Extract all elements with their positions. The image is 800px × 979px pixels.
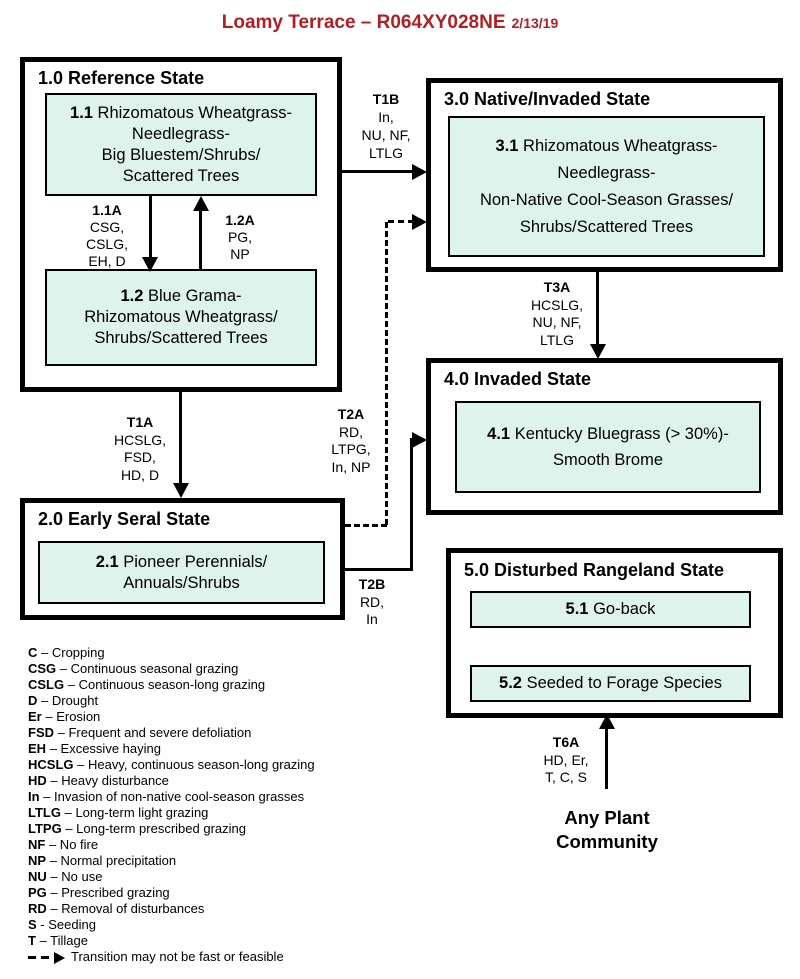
legend-item: [28, 677, 315, 693]
community-line: [120, 286, 241, 307]
community-box-1-1: [45, 93, 317, 196]
pathway-1-2a-arrowhead: [193, 196, 209, 211]
legend-item: [28, 933, 315, 949]
pathway-label-1-2a: [188, 212, 292, 263]
state-box-4-0-invaded: [426, 358, 783, 515]
legend-abbr: HCSLG: [28, 757, 74, 772]
legend-item: [28, 645, 315, 661]
legend-abbr: In: [28, 789, 40, 804]
community-name-line: Shrubs/Scattered Trees: [519, 217, 694, 236]
community-name-line: Smooth Brome: [552, 451, 664, 469]
transition-t2b-arrow-line-horizontal: [345, 568, 413, 571]
legend-abbr: HD: [28, 773, 47, 788]
arrowhead-icon: [54, 952, 65, 964]
legend-item: [28, 693, 315, 709]
legend-abbr: T: [28, 933, 36, 948]
legend-desc: - Seeding: [40, 917, 96, 932]
community-name-line: Pioneer Perennials/: [123, 552, 268, 571]
legend: [28, 645, 315, 965]
legend-item: [28, 789, 315, 805]
legend-abbr: CSG: [28, 661, 57, 676]
transition-label-t2b: [332, 576, 412, 629]
legend-abbr: NF: [28, 837, 46, 852]
community-number: 5.2: [499, 674, 522, 692]
legend-desc: – Invasion of non-native cool-season grasses: [43, 789, 305, 804]
legend-item: [28, 757, 315, 773]
legend-abbr: LTPG: [28, 821, 62, 836]
community-box-5-1: [470, 591, 751, 628]
any-plant-line: Any Plant: [564, 807, 650, 828]
transition-t1b-arrowhead: [412, 164, 427, 180]
any-plant-community-label: [507, 806, 707, 854]
legend-abbr: LTLG: [28, 805, 61, 820]
transition-t2b-arrow-line-vertical: [410, 438, 413, 571]
community-number: 1.1: [70, 103, 93, 122]
transition-code: T2A: [337, 406, 365, 422]
diagram-title: [0, 12, 780, 34]
transition-driver-line: HD, D: [120, 466, 160, 483]
legend-desc: Transition may not be fast or feasible: [71, 949, 284, 964]
transition-driver-line: FSD,: [124, 449, 156, 465]
legend-abbr: FSD: [28, 725, 54, 740]
state-title-2-0: 2.0 Early Seral State: [38, 509, 211, 529]
legend-desc: – Drought: [41, 693, 99, 708]
legend-desc: – Cropping: [41, 645, 105, 660]
legend-desc: – Removal of disturbances: [50, 901, 205, 916]
legend-abbr: NP: [28, 853, 47, 868]
legend-item: [28, 821, 315, 837]
transition-t2a-dashed-line-bottom: [345, 524, 387, 527]
legend-desc: – Continuous seasonal grazing: [59, 661, 239, 676]
transition-driver-line: RD,: [338, 423, 364, 440]
transition-t1b-arrow-line: [342, 170, 413, 173]
pathway-driver-line: CSLG,: [85, 236, 128, 252]
pathway-driver-line: NP: [230, 246, 250, 262]
legend-abbr: NU: [28, 869, 47, 884]
transition-driver-line: LTPG,: [331, 441, 371, 457]
transition-code: T6A: [552, 734, 580, 750]
community-box-1-2: [45, 269, 317, 366]
community-number: 2.1: [95, 552, 119, 571]
legend-item: [28, 837, 315, 853]
legend-item: [28, 741, 315, 757]
transition-driver-line: HCSLG,: [530, 296, 584, 313]
community-box-5-2: [470, 665, 751, 702]
transition-code: T1B: [372, 91, 400, 107]
legend-abbr: Er: [28, 709, 42, 724]
transition-t2a-dashed-line-top: [388, 220, 414, 223]
transition-label-t2a: [311, 406, 391, 476]
community-line: [70, 103, 292, 124]
community-name-line: Needlegrass-: [131, 124, 231, 143]
transition-driver-line: LTLG: [369, 145, 403, 161]
legend-desc: – Prescribed grazing: [50, 885, 170, 900]
transition-t1a-arrow-line: [179, 392, 182, 484]
pathway-label-1-1a: [55, 202, 159, 270]
legend-abbr: PG: [28, 885, 47, 900]
transition-label-t6a: [527, 734, 605, 787]
transition-driver-line: NU, NF,: [361, 127, 411, 143]
legend-item: [28, 725, 315, 741]
pathway-driver-line: EH, D: [88, 253, 126, 269]
any-plant-line: Community: [556, 831, 658, 852]
community-name-line: Blue Grama-: [148, 287, 242, 305]
community-number: 4.1: [487, 425, 511, 443]
legend-desc: – Long-term light grazing: [64, 805, 209, 820]
legend-item: [28, 773, 315, 789]
community-name-line: Scattered Trees: [122, 166, 240, 185]
pathway-code: 1.1A: [92, 202, 122, 218]
state-box-5-0-disturbed-rangeland: [446, 548, 783, 718]
transition-code: T2B: [358, 576, 386, 592]
pathway-driver-line: CSG,: [89, 219, 125, 235]
legend-abbr: RD: [28, 901, 47, 916]
transition-t6a-arrow-line: [605, 729, 608, 789]
transition-driver-line: In: [366, 611, 378, 627]
legend-desc: – Normal precipitation: [49, 853, 177, 868]
community-line: [566, 599, 656, 620]
transition-code: T1A: [126, 414, 154, 430]
community-line: [487, 421, 729, 447]
diagram-title-date: 2/13/19: [511, 15, 559, 31]
legend-desc: – Frequent and severe defoliation: [57, 725, 252, 740]
legend-abbr: D: [28, 693, 38, 708]
community-box-3-1: [448, 116, 765, 257]
legend-item: [28, 853, 315, 869]
community-line: [496, 133, 718, 160]
transition-driver-line: HD, Er,: [543, 751, 589, 768]
community-line: [96, 552, 268, 573]
legend-item: [28, 709, 315, 725]
transition-driver-line: In, NP: [331, 458, 371, 475]
legend-desc: – Heavy disturbance: [50, 773, 169, 788]
transition-t2a-dashed-line-vertical: [385, 222, 388, 525]
state-box-1-0-reference: [20, 57, 342, 392]
transition-code: T3A: [543, 279, 571, 295]
pathway-code: 1.2A: [225, 212, 255, 228]
legend-desc: – Heavy, continuous season-long grazing: [77, 757, 315, 772]
transition-t1a-arrowhead: [173, 483, 189, 498]
legend-item: [28, 901, 315, 917]
state-title-3-0: 3.0 Native/Invaded State: [444, 89, 651, 109]
state-title-1-0: 1.0 Reference State: [38, 68, 205, 88]
community-name-line: Seeded to Forage Species: [526, 674, 722, 692]
community-name-line: Non-Native Cool-Season Grasses/: [479, 190, 734, 209]
community-name-line: Needlegrass-: [557, 163, 656, 182]
legend-abbr: EH: [28, 741, 47, 756]
community-name-line: Annuals/Shrubs: [123, 573, 240, 592]
legend-abbr: S: [28, 917, 37, 932]
transition-driver-line: RD,: [359, 593, 385, 610]
legend-item: [28, 869, 315, 885]
legend-item: [28, 661, 315, 677]
transition-t2a-arrowhead: [412, 214, 427, 230]
transition-t3a-arrowhead: [590, 344, 606, 359]
community-name-line: Big Bluestem/Shrubs/: [101, 145, 261, 164]
legend-item: [28, 885, 315, 901]
community-number: 1.2: [120, 287, 144, 305]
community-name-line: Shrubs/Scattered Trees: [94, 329, 268, 347]
legend-desc: – Tillage: [39, 933, 88, 948]
dash-segment-icon: [28, 956, 36, 959]
pathway-driver-line: PG,: [227, 229, 253, 245]
transition-t6a-arrowhead: [599, 714, 615, 729]
legend-abbr: C: [28, 645, 38, 660]
diagram-title-text: Loamy Terrace – R064XY028NE: [221, 12, 506, 33]
community-name-line: Rhizomatous Wheatgrass-: [523, 136, 718, 155]
legend-desc: – Long-term prescribed grazing: [65, 821, 246, 836]
state-box-2-0-early-seral: [20, 498, 345, 620]
legend-desc: – Continuous season-long grazing: [67, 677, 266, 692]
legend-desc: – No use: [50, 869, 103, 884]
transition-driver-line: HCSLG,: [113, 431, 167, 448]
legend-desc: – Erosion: [45, 709, 101, 724]
transition-driver-line: NU, NF,: [532, 314, 582, 330]
community-box-4-1: [455, 401, 761, 493]
state-title-4-0: 4.0 Invaded State: [444, 369, 592, 389]
community-name-line: Rhizomatous Wheatgrass-: [97, 103, 292, 122]
legend-desc: – No fire: [48, 837, 99, 852]
transition-driver-line: T, C, S: [544, 769, 587, 785]
state-title-5-0: 5.0 Disturbed Rangeland State: [464, 560, 725, 580]
transition-t2b-arrowhead: [412, 432, 427, 448]
community-line: [499, 673, 722, 694]
legend-abbr: CSLG: [28, 677, 65, 692]
community-name-line: Kentucky Bluegrass (> 30%)-: [514, 425, 729, 443]
community-name-line: Go-back: [593, 600, 656, 618]
transition-driver-line: LTLG: [540, 331, 574, 348]
legend-desc: – Excessive haying: [49, 741, 161, 756]
legend-dashed-arrow-note: [28, 949, 315, 965]
transition-label-t1b: [347, 90, 425, 162]
community-number: 3.1: [495, 136, 519, 155]
community-box-2-1: [38, 541, 325, 604]
community-name-line: Rhizomatous Wheatgrass/: [84, 308, 278, 326]
state-box-3-0-native-invaded: [426, 78, 783, 272]
dash-segment-icon: [41, 956, 49, 959]
transition-t3a-arrow-line: [596, 272, 599, 345]
legend-item: [28, 917, 315, 933]
legend-item: [28, 805, 315, 821]
transition-label-t3a: [518, 279, 596, 349]
transition-driver-line: In,: [378, 109, 394, 125]
community-number: 5.1: [565, 600, 589, 618]
